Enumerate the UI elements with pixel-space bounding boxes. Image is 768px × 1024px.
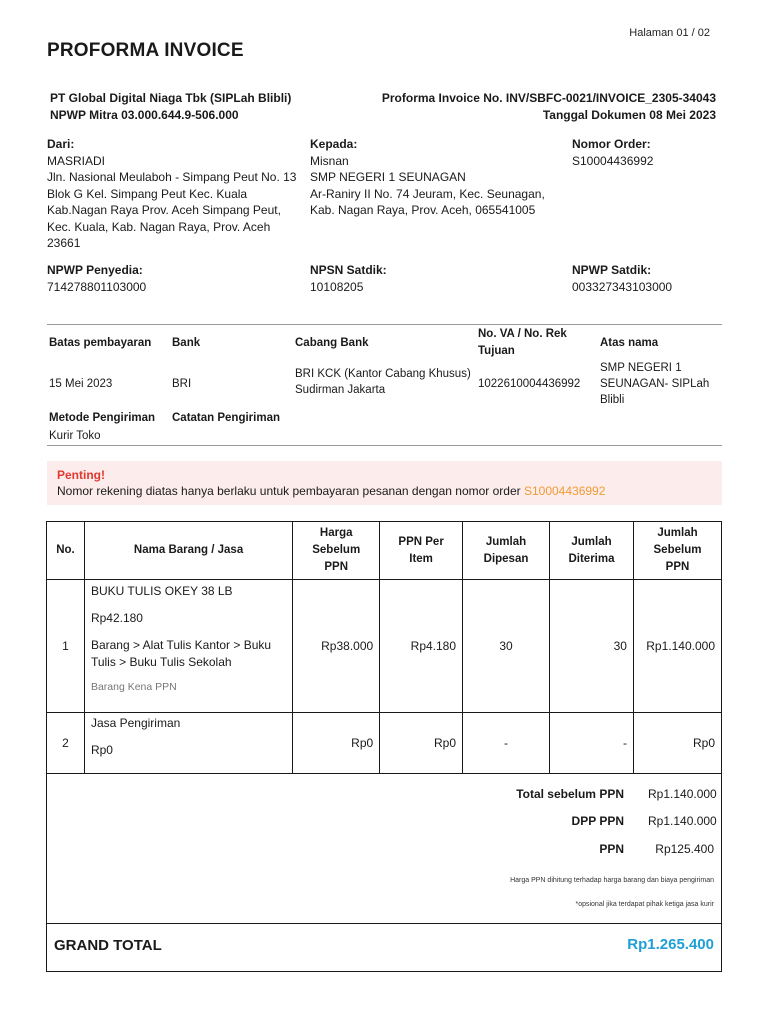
to-section [310, 136, 550, 219]
dpp-ppn-row [571, 814, 717, 828]
summary-box [46, 774, 722, 924]
total-before-ppn-row [516, 787, 717, 801]
item-price: Rp42.180 [90, 611, 143, 625]
item-qty-received: - [550, 713, 634, 774]
document-date: Tanggal Dokumen 08 Mei 2023 [542, 108, 716, 122]
npsn-value: 10108205 [310, 279, 364, 294]
item-price-before-ppn: Rp38.000 [293, 580, 380, 713]
grand-total-label: GRAND TOTAL [54, 937, 162, 954]
account-holder-value: SMP NEGERI 1 SEUNAGAN- SIPLah Blibli [600, 362, 710, 406]
notice-order-number: S10004436992 [523, 484, 606, 498]
grand-total-row [46, 924, 722, 972]
order-section [572, 136, 732, 169]
npwp-provider-value: 714278801103000 [47, 279, 147, 294]
item-price: Rp0 [90, 743, 113, 757]
total-before-ppn-label: Total sebelum PPN [516, 787, 624, 801]
page-title: PROFORMA INVOICE [47, 40, 244, 61]
npwp-provider-section [47, 262, 297, 295]
table-row [47, 580, 722, 713]
header-price-before-ppn: Harga Sebelum PPN [293, 522, 380, 580]
ppn-value: Rp125.400 [655, 842, 714, 856]
header-qty-ordered: Jumlah Dipesan [463, 522, 550, 580]
bank-value: BRI [172, 378, 192, 390]
item-ppn: Rp4.180 [380, 580, 463, 713]
payment-due-value: 15 Mei 2023 [49, 378, 113, 390]
items-table [46, 521, 722, 774]
order-label: Nomor Order: [572, 137, 651, 151]
table-row [47, 713, 722, 774]
divider [47, 445, 722, 446]
bank-label: Bank [172, 337, 201, 349]
row-number: 2 [47, 713, 85, 774]
invoice-number: Proforma Invoice No. INV/SBFC-0021/INVOICE_2305-34043 [381, 91, 716, 105]
bank-branch-label: Cabang Bank [295, 337, 369, 349]
ppn-label: PPN [599, 842, 624, 856]
important-notice [47, 461, 722, 505]
npwp-mitra: NPWP Mitra 03.000.644.9-506.000 [50, 108, 239, 122]
table-header-row [47, 522, 722, 580]
to-label: Kepada: [310, 137, 358, 151]
shipping-method-label: Metode Pengiriman [49, 412, 156, 424]
item-price-before-ppn: Rp0 [293, 713, 380, 774]
ppn-calculation-note: Harga PPN dihitung terhadap harga barang dan biaya pengiriman [510, 877, 714, 884]
payment-due-label: Batas pembayaran [49, 337, 152, 349]
from-label: Dari: [47, 137, 75, 151]
dpp-ppn-label: DPP PPN [571, 814, 624, 828]
item-subtotal: Rp0 [633, 713, 721, 774]
npsn-label: NPSN Satdik: [310, 263, 387, 277]
notice-text: Nomor rekening diatas hanya berlaku untuk pembayaran pesanan dengan nomor order [57, 484, 524, 498]
to-address: Ar-Raniry II No. 74 Jeuram, Kec. Seunagan, Kab. Nagan Raya, Prov. Aceh, 065541005 [310, 186, 545, 217]
invoice-meta [382, 90, 716, 124]
item-subtotal: Rp1.140.000 [633, 580, 721, 713]
header-name: Nama Barang / Jasa [84, 522, 292, 580]
npwp-satdik-section [572, 262, 732, 295]
va-value: 1022610004436992 [478, 378, 581, 390]
from-address: Jln. Nasional Meulaboh - Simpang Peut No. 13 Blok G Kel. Simpang Peut Kec. Kuala Kab.Nagan Raya Prov. Aceh Simpang Peut, Kec. Kuala, Kab. Nagan Raya, Prov. Aceh 23661 [47, 170, 297, 250]
item-name: Jasa Pengiriman [90, 716, 181, 730]
row-number: 1 [47, 580, 85, 713]
ppn-row [599, 842, 714, 856]
npwp-satdik-label: NPWP Satdik: [572, 263, 652, 277]
to-school: SMP NEGERI 1 SEUNAGAN [310, 170, 466, 184]
item-tax-note: Barang Kena PPN [90, 681, 177, 693]
item-details [84, 580, 292, 713]
from-section [47, 136, 297, 252]
shipping-method-value: Kurir Toko [49, 430, 101, 442]
item-name: BUKU TULIS OKEY 38 LB [90, 584, 233, 598]
header-ppn-item: PPN Per Item [380, 522, 463, 580]
item-details [84, 713, 292, 774]
company-info [50, 90, 291, 124]
from-name: MASRIADI [47, 153, 106, 168]
npwp-satdik-value: 003327343103000 [572, 279, 673, 294]
page-number: Halaman 01 / 02 [629, 27, 710, 39]
header-subtotal: Jumlah Sebelum PPN [633, 522, 721, 580]
header-no: No. [47, 522, 85, 580]
item-category: Barang > Alat Tulis Kantor > Buku Tulis > Buku Tulis Sekolah [90, 638, 272, 669]
bank-branch-value: BRI KCK (Kantor Cabang Khusus) Sudirman Jakarta [295, 368, 471, 396]
item-qty-ordered: 30 [463, 580, 550, 713]
dpp-ppn-value: Rp1.140.000 [648, 814, 717, 828]
divider [47, 324, 722, 325]
npsn-section [310, 262, 550, 295]
item-ppn: Rp0 [380, 713, 463, 774]
va-label: No. VA / No. Rek Tujuan [478, 328, 567, 357]
item-qty-ordered: - [463, 713, 550, 774]
notice-body [57, 483, 712, 499]
grand-total-value: Rp1.265.400 [627, 936, 714, 953]
notice-heading: Penting! [57, 468, 105, 482]
shipping-note-label: Catatan Pengiriman [172, 412, 280, 424]
order-number: S10004436992 [572, 153, 654, 168]
header-qty-received: Jumlah Diterima [550, 522, 634, 580]
account-holder-label: Atas nama [600, 337, 659, 349]
npwp-provider-label: NPWP Penyedia: [47, 263, 143, 277]
total-before-ppn-value: Rp1.140.000 [648, 787, 717, 801]
item-qty-received: 30 [550, 580, 634, 713]
to-name: Misnan [310, 153, 349, 168]
company-name: PT Global Digital Niaga Tbk (SIPLah Blibli) [50, 91, 292, 105]
courier-optional-note: *opsional jika terdapat pihak ketiga jasa kurir [575, 901, 714, 908]
